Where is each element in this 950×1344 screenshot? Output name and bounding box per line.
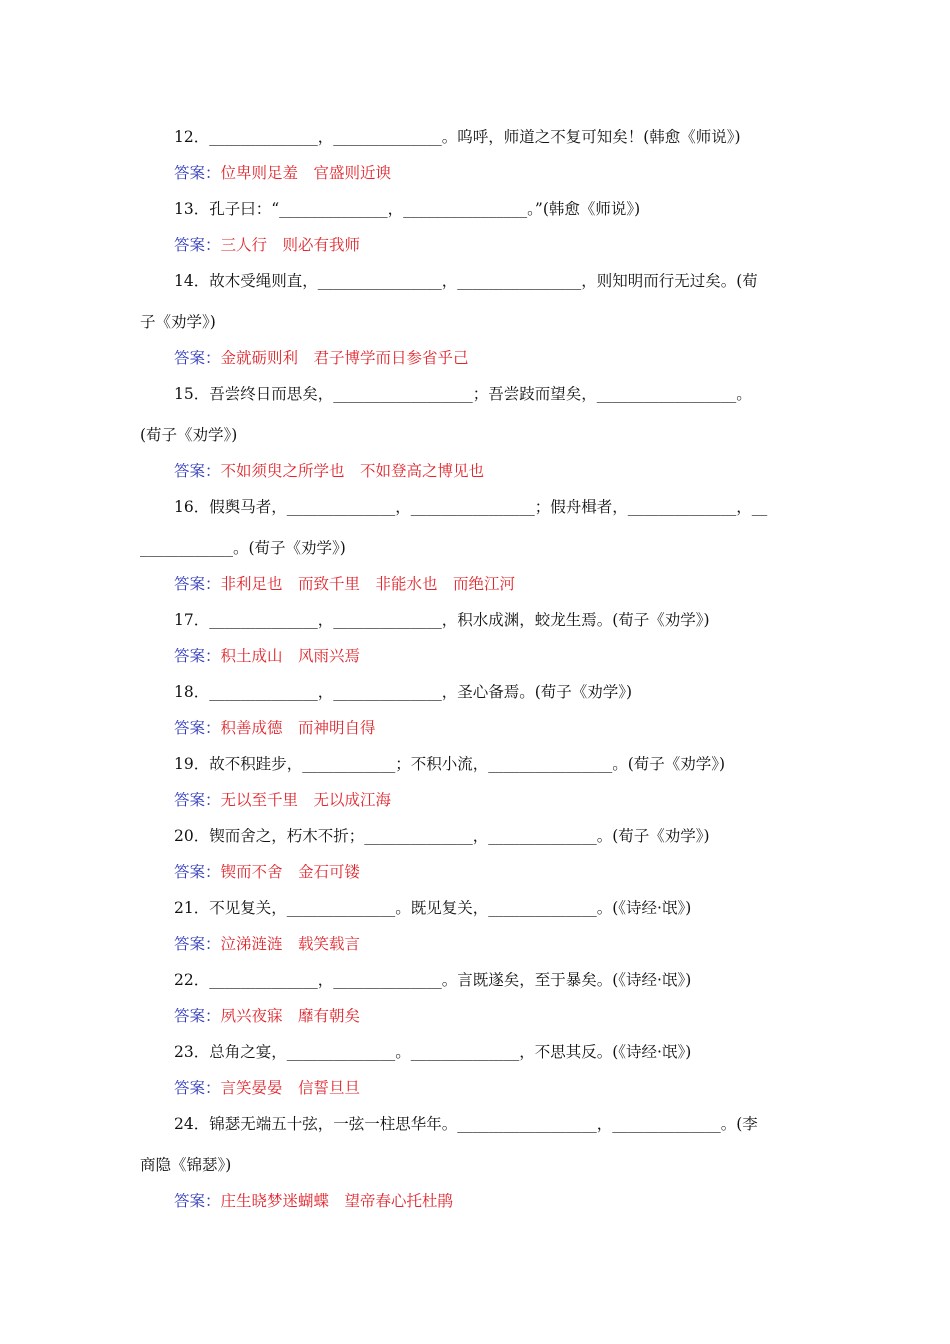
answer-label: 答案： — [174, 1007, 221, 1025]
answer-21 — [174, 933, 360, 955]
answer-12 — [174, 162, 391, 184]
answer-text: 积土成山 风雨兴焉 — [220, 647, 361, 665]
question-15-continued: (荀子《劝学》) — [140, 426, 238, 444]
answer-text: 非利足也 而致千里 非能水也 而绝江河 — [220, 575, 516, 593]
question-13: 13．孔子曰：“______________，________________。”(韩愈《师说》) — [174, 200, 641, 218]
question-19: 19．故不积跬步，____________；不积小流，________________。(荀子《劝学》) — [174, 755, 726, 773]
question-14: 14．故木受绳则直，________________，________________，则知明而行无过矣。(荀 — [174, 272, 758, 290]
question-22: 22．______________，______________。言既遂矣，至于暴矣。(《诗经·氓》) — [174, 971, 692, 989]
answer-13 — [174, 234, 360, 256]
answer-15 — [174, 460, 484, 482]
answer-label: 答案： — [174, 575, 221, 593]
answer-22 — [174, 1005, 360, 1027]
answer-label: 答案： — [174, 719, 221, 737]
answer-18 — [174, 717, 376, 739]
answer-24 — [174, 1190, 453, 1212]
answer-label: 答案： — [174, 462, 221, 480]
answer-label: 答案： — [174, 863, 221, 881]
answer-text: 金就砺则利 君子博学而日参省乎己 — [220, 349, 469, 367]
question-18: 18．______________，______________，圣心备焉。(荀子《劝学》) — [174, 683, 633, 701]
answer-label: 答案： — [174, 1079, 221, 1097]
answer-label: 答案： — [174, 647, 221, 665]
answer-text: 庄生晓梦迷蝴蝶 望帝春心托杜鹃 — [220, 1192, 454, 1210]
answer-17 — [174, 645, 360, 667]
question-24: 24．锦瑟无端五十弦，一弦一柱思华年。__________________，______________。(李 — [174, 1115, 758, 1133]
question-14-continued: 子《劝学》) — [140, 313, 216, 331]
question-16: 16．假舆马者，______________，________________；假舟楫者，______________，__ — [174, 498, 768, 516]
answer-text: 不如须臾之所学也 不如登高之博见也 — [220, 462, 485, 480]
question-12: 12．______________，______________。呜呼，师道之不复可知矣！(韩愈《师说》) — [174, 128, 741, 146]
question-23: 23．总角之宴，______________。______________，不思其反。(《诗经·氓》) — [174, 1043, 692, 1061]
question-24-continued: 商隐《锦瑟》) — [140, 1156, 232, 1174]
answer-23 — [174, 1077, 360, 1099]
question-17: 17．______________，______________，积水成渊，蛟龙生焉。(荀子《劝学》) — [174, 611, 710, 629]
answer-label: 答案： — [174, 164, 221, 182]
answer-19 — [174, 789, 391, 811]
answer-20 — [174, 861, 360, 883]
answer-label: 答案： — [174, 236, 221, 254]
question-20: 20．锲而舍之，朽木不折；______________，______________。(荀子《劝学》) — [174, 827, 710, 845]
question-21: 21．不见复关，______________。既见复关，______________。(《诗经·氓》) — [174, 899, 692, 917]
answer-label: 答案： — [174, 349, 221, 367]
answer-label: 答案： — [174, 791, 221, 809]
answer-label: 答案： — [174, 935, 221, 953]
answer-text: 锲而不舍 金石可镂 — [220, 863, 361, 881]
answer-text: 言笑晏晏 信誓旦旦 — [220, 1079, 361, 1097]
answer-text: 积善成德 而神明自得 — [220, 719, 376, 737]
answer-16 — [174, 573, 515, 595]
answer-text: 三人行 则必有我师 — [220, 236, 361, 254]
answer-14 — [174, 347, 469, 369]
answer-text: 无以至千里 无以成江海 — [220, 791, 392, 809]
answer-text: 位卑则足羞 官盛则近谀 — [220, 164, 392, 182]
answer-text: 夙兴夜寐 靡有朝矣 — [220, 1007, 361, 1025]
question-16-continued: ____________。(荀子《劝学》) — [140, 539, 346, 557]
question-15: 15．吾尝终日而思矣，__________________；吾尝跂而望矣，__________________。 — [174, 385, 752, 403]
answer-text: 泣涕涟涟 载笑载言 — [220, 935, 361, 953]
answer-label: 答案： — [174, 1192, 221, 1210]
